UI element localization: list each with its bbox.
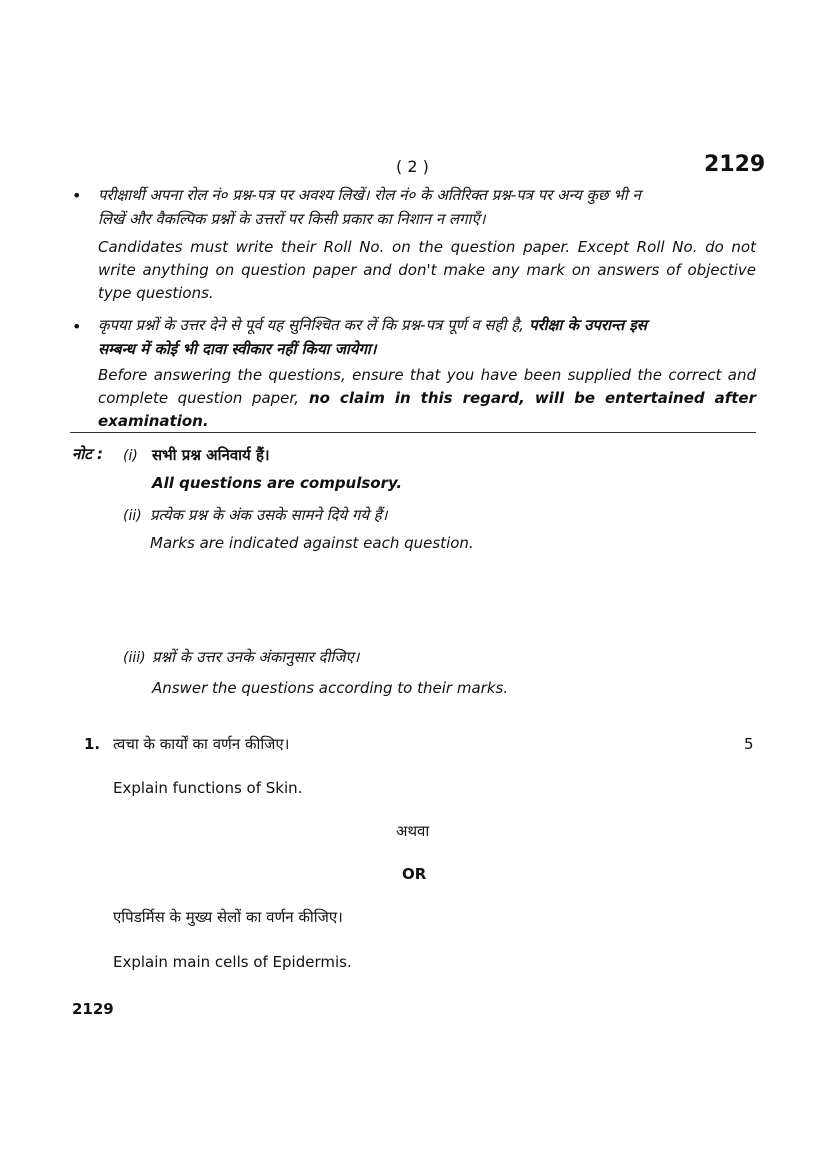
question-1-hindi: त्वचा के कार्यों का वर्णन कीजिए। — [113, 735, 290, 753]
note-1-hindi: सभी प्रश्न अनिवार्य हैं। — [152, 446, 270, 464]
note-2-hindi: प्रत्येक प्रश्न के अंक उसके सामने दिये गये हैं। — [150, 506, 388, 524]
question-1-alt-hindi: एपिडर्मिस के मुख्य सेलों का वर्णन कीजिए। — [113, 908, 343, 926]
instruction-2-english — [98, 364, 756, 433]
instruction-1-hindi-line2: लिखें और वैकल्पिक प्रश्नों के उत्तरों पर किसी प्रकार का निशान न लगाएँ। — [98, 210, 486, 228]
paper-code-header: 2129 — [704, 152, 766, 177]
note-1-roman: (i) — [123, 448, 138, 464]
or-english: OR — [402, 865, 427, 883]
note-3-english: Answer the questions according to their marks. — [152, 679, 509, 697]
note-1-english: All questions are compulsory. — [152, 474, 403, 492]
note-2-roman: (ii) — [123, 508, 142, 524]
note-3-roman: (iii) — [123, 650, 146, 666]
page-number: ( 2 ) — [396, 157, 429, 176]
note-2-english: Marks are indicated against each question. — [150, 534, 474, 552]
question-1-number: 1. — [84, 735, 101, 753]
note-label: नोट : — [72, 445, 103, 463]
instruction-2-hindi-line1 — [98, 313, 768, 337]
divider-line — [70, 432, 756, 433]
instruction-2-english-text: Before answering the questions, ensure that you have been supplied the correct and complete question paper, — [98, 366, 756, 407]
instruction-2-hindi-text: कृपया प्रश्नों के उत्तर देने से पूर्व यह सुनिश्चित कर लें कि प्रश्न-पत्र पूर्ण व सही है, — [98, 316, 524, 334]
question-1-marks: 5 — [744, 735, 754, 753]
instruction-2-hindi-line2: सम्बन्ध में कोई भी दावा स्वीकार नहीं किया जायेगा। — [98, 340, 377, 358]
question-1-alt-english: Explain main cells of Epidermis. — [113, 953, 352, 971]
instruction-2-hindi-bold: परीक्षा के उपरान्त इस — [523, 316, 647, 334]
instruction-2-english-bold: no claim in this regard, will be entertained after examination. — [98, 389, 756, 430]
or-hindi: अथवा — [396, 822, 430, 840]
paper-code-footer: 2129 — [72, 1000, 114, 1018]
bullet-2: • — [72, 317, 82, 336]
instruction-1-hindi-line1: परीक्षार्थी अपना रोल नं० प्रश्न-पत्र पर अवश्य लिखें। रोल नं० के अतिरिक्त प्रश्न-पत्र पर अन्य कुछ भी न — [98, 186, 641, 204]
note-3-hindi: प्रश्नों के उत्तर उनके अंकानुसार दीजिए। — [152, 648, 360, 666]
bullet-1: • — [72, 186, 82, 205]
instruction-1-english: Candidates must write their Roll No. on the question paper. Except Roll No. do not write anything on question paper and don't make any mark on answers of objective type questions. — [98, 238, 756, 302]
question-1-english: Explain functions of Skin. — [113, 779, 303, 797]
